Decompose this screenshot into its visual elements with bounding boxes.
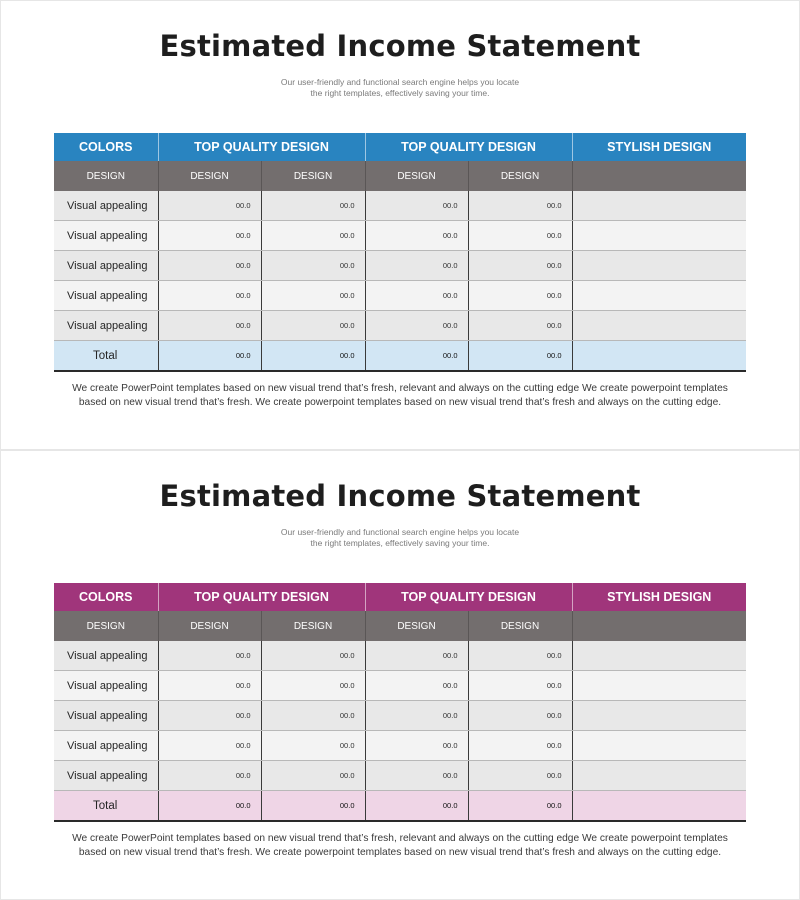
table-row bbox=[54, 761, 746, 791]
subheader-cell: DESIGN bbox=[365, 611, 468, 641]
value-cell bbox=[572, 281, 746, 311]
value-cell: 00.0 bbox=[158, 281, 261, 311]
row-label: Visual appealing bbox=[54, 281, 158, 311]
value-cell: 00.0 bbox=[365, 701, 468, 731]
value-cell bbox=[572, 671, 746, 701]
income-table bbox=[54, 133, 746, 372]
total-label: Total bbox=[54, 341, 158, 372]
row-label: Visual appealing bbox=[54, 731, 158, 761]
value-cell: 00.0 bbox=[261, 251, 365, 281]
value-cell: 00.0 bbox=[468, 641, 572, 671]
subheader-cell: DESIGN bbox=[365, 161, 468, 191]
total-value bbox=[572, 341, 746, 372]
header-cell: TOP QUALITY DESIGN bbox=[158, 583, 365, 611]
total-row bbox=[54, 341, 746, 372]
value-cell: 00.0 bbox=[261, 761, 365, 791]
value-cell: 00.0 bbox=[365, 191, 468, 221]
value-cell: 00.0 bbox=[261, 701, 365, 731]
value-cell: 00.0 bbox=[158, 191, 261, 221]
header-cell: TOP QUALITY DESIGN bbox=[365, 133, 572, 161]
subheader-cell bbox=[572, 611, 746, 641]
footer-text bbox=[1, 832, 799, 860]
value-cell: 00.0 bbox=[468, 221, 572, 251]
table-row bbox=[54, 731, 746, 761]
table-row bbox=[54, 671, 746, 701]
total-value bbox=[572, 791, 746, 822]
value-cell: 00.0 bbox=[158, 311, 261, 341]
value-cell: 00.0 bbox=[158, 761, 261, 791]
subheader-cell: DESIGN bbox=[261, 611, 365, 641]
value-cell: 00.0 bbox=[468, 761, 572, 791]
footer-line: based on new visual trend that’s fresh. We create powerpoint templates based on new visual trend that’s fresh and always on the cutting edge. bbox=[78, 847, 722, 858]
header-cell: TOP QUALITY DESIGN bbox=[158, 133, 365, 161]
value-cell: 00.0 bbox=[365, 251, 468, 281]
table-row bbox=[54, 641, 746, 671]
table-row bbox=[54, 701, 746, 731]
subheader-cell: DESIGN bbox=[261, 161, 365, 191]
subheader-cell: DESIGN bbox=[158, 161, 261, 191]
row-label: Visual appealing bbox=[54, 191, 158, 221]
subtitle-line: Our user-friendly and functional search engine helps you locate bbox=[280, 527, 520, 537]
value-cell: 00.0 bbox=[158, 731, 261, 761]
subtitle bbox=[1, 77, 799, 99]
footer-line: based on new visual trend that’s fresh. We create powerpoint templates based on new visual trend that’s fresh and always on the cutting edge. bbox=[78, 397, 722, 408]
header-row bbox=[54, 133, 746, 161]
value-cell: 00.0 bbox=[261, 221, 365, 251]
value-cell: 00.0 bbox=[261, 311, 365, 341]
total-value: 00.0 bbox=[468, 791, 572, 822]
footer-line: We create PowerPoint templates based on new visual trend that’s fresh, relevant and always on the cutting edge We create powerpoint templates bbox=[72, 833, 728, 844]
value-cell: 00.0 bbox=[365, 641, 468, 671]
value-cell: 00.0 bbox=[261, 281, 365, 311]
value-cell bbox=[572, 731, 746, 761]
row-label: Visual appealing bbox=[54, 671, 158, 701]
value-cell: 00.0 bbox=[158, 671, 261, 701]
value-cell: 00.0 bbox=[365, 731, 468, 761]
value-cell: 00.0 bbox=[468, 311, 572, 341]
value-cell bbox=[572, 701, 746, 731]
row-label: Visual appealing bbox=[54, 701, 158, 731]
total-value: 00.0 bbox=[158, 791, 261, 822]
table-row bbox=[54, 311, 746, 341]
value-cell bbox=[572, 221, 746, 251]
value-cell: 00.0 bbox=[365, 311, 468, 341]
total-value: 00.0 bbox=[468, 341, 572, 372]
subtitle-line: Our user-friendly and functional search engine helps you locate bbox=[280, 77, 520, 87]
total-value: 00.0 bbox=[365, 791, 468, 822]
value-cell: 00.0 bbox=[158, 221, 261, 251]
table-row bbox=[54, 251, 746, 281]
value-cell bbox=[572, 761, 746, 791]
value-cell: 00.0 bbox=[261, 671, 365, 701]
value-cell: 00.0 bbox=[468, 251, 572, 281]
row-label: Visual appealing bbox=[54, 221, 158, 251]
subheader-cell: DESIGN bbox=[54, 161, 158, 191]
page-title: Estimated Income Statement bbox=[159, 29, 641, 63]
row-label: Visual appealing bbox=[54, 641, 158, 671]
subtitle-line: the right templates, effectively saving your time. bbox=[310, 88, 490, 98]
row-label: Visual appealing bbox=[54, 761, 158, 791]
table-row bbox=[54, 221, 746, 251]
value-cell bbox=[572, 191, 746, 221]
table-row bbox=[54, 281, 746, 311]
subheader-cell: DESIGN bbox=[468, 161, 572, 191]
page-title: Estimated Income Statement bbox=[159, 479, 641, 513]
total-value: 00.0 bbox=[261, 341, 365, 372]
footer-line: We create PowerPoint templates based on new visual trend that’s fresh, relevant and always on the cutting edge We create powerpoint templates bbox=[72, 383, 728, 394]
total-value: 00.0 bbox=[158, 341, 261, 372]
header-cell: COLORS bbox=[54, 583, 158, 611]
slide-magenta bbox=[1, 451, 799, 899]
value-cell: 00.0 bbox=[365, 221, 468, 251]
subtitle bbox=[1, 527, 799, 549]
subheader-cell: DESIGN bbox=[158, 611, 261, 641]
header-cell: STYLISH DESIGN bbox=[572, 583, 746, 611]
slide-blue bbox=[1, 1, 799, 449]
value-cell: 00.0 bbox=[468, 671, 572, 701]
value-cell: 00.0 bbox=[468, 281, 572, 311]
value-cell: 00.0 bbox=[468, 191, 572, 221]
subheader-row bbox=[54, 611, 746, 641]
value-cell bbox=[572, 641, 746, 671]
value-cell: 00.0 bbox=[468, 731, 572, 761]
footer-text bbox=[1, 382, 799, 410]
total-value: 00.0 bbox=[261, 791, 365, 822]
row-label: Visual appealing bbox=[54, 311, 158, 341]
income-table bbox=[54, 583, 746, 822]
total-value: 00.0 bbox=[365, 341, 468, 372]
value-cell: 00.0 bbox=[468, 701, 572, 731]
value-cell bbox=[572, 311, 746, 341]
table-row bbox=[54, 191, 746, 221]
subtitle-line: the right templates, effectively saving your time. bbox=[310, 538, 490, 548]
value-cell: 00.0 bbox=[261, 731, 365, 761]
value-cell: 00.0 bbox=[158, 701, 261, 731]
value-cell bbox=[572, 251, 746, 281]
value-cell: 00.0 bbox=[365, 281, 468, 311]
header-cell: TOP QUALITY DESIGN bbox=[365, 583, 572, 611]
value-cell: 00.0 bbox=[261, 191, 365, 221]
subheader-cell bbox=[572, 161, 746, 191]
value-cell: 00.0 bbox=[158, 251, 261, 281]
value-cell: 00.0 bbox=[261, 641, 365, 671]
header-cell: STYLISH DESIGN bbox=[572, 133, 746, 161]
subheader-row bbox=[54, 161, 746, 191]
header-row bbox=[54, 583, 746, 611]
total-label: Total bbox=[54, 791, 158, 822]
total-row bbox=[54, 791, 746, 822]
value-cell: 00.0 bbox=[365, 671, 468, 701]
row-label: Visual appealing bbox=[54, 251, 158, 281]
value-cell: 00.0 bbox=[365, 761, 468, 791]
value-cell: 00.0 bbox=[158, 641, 261, 671]
subheader-cell: DESIGN bbox=[468, 611, 572, 641]
subheader-cell: DESIGN bbox=[54, 611, 158, 641]
header-cell: COLORS bbox=[54, 133, 158, 161]
